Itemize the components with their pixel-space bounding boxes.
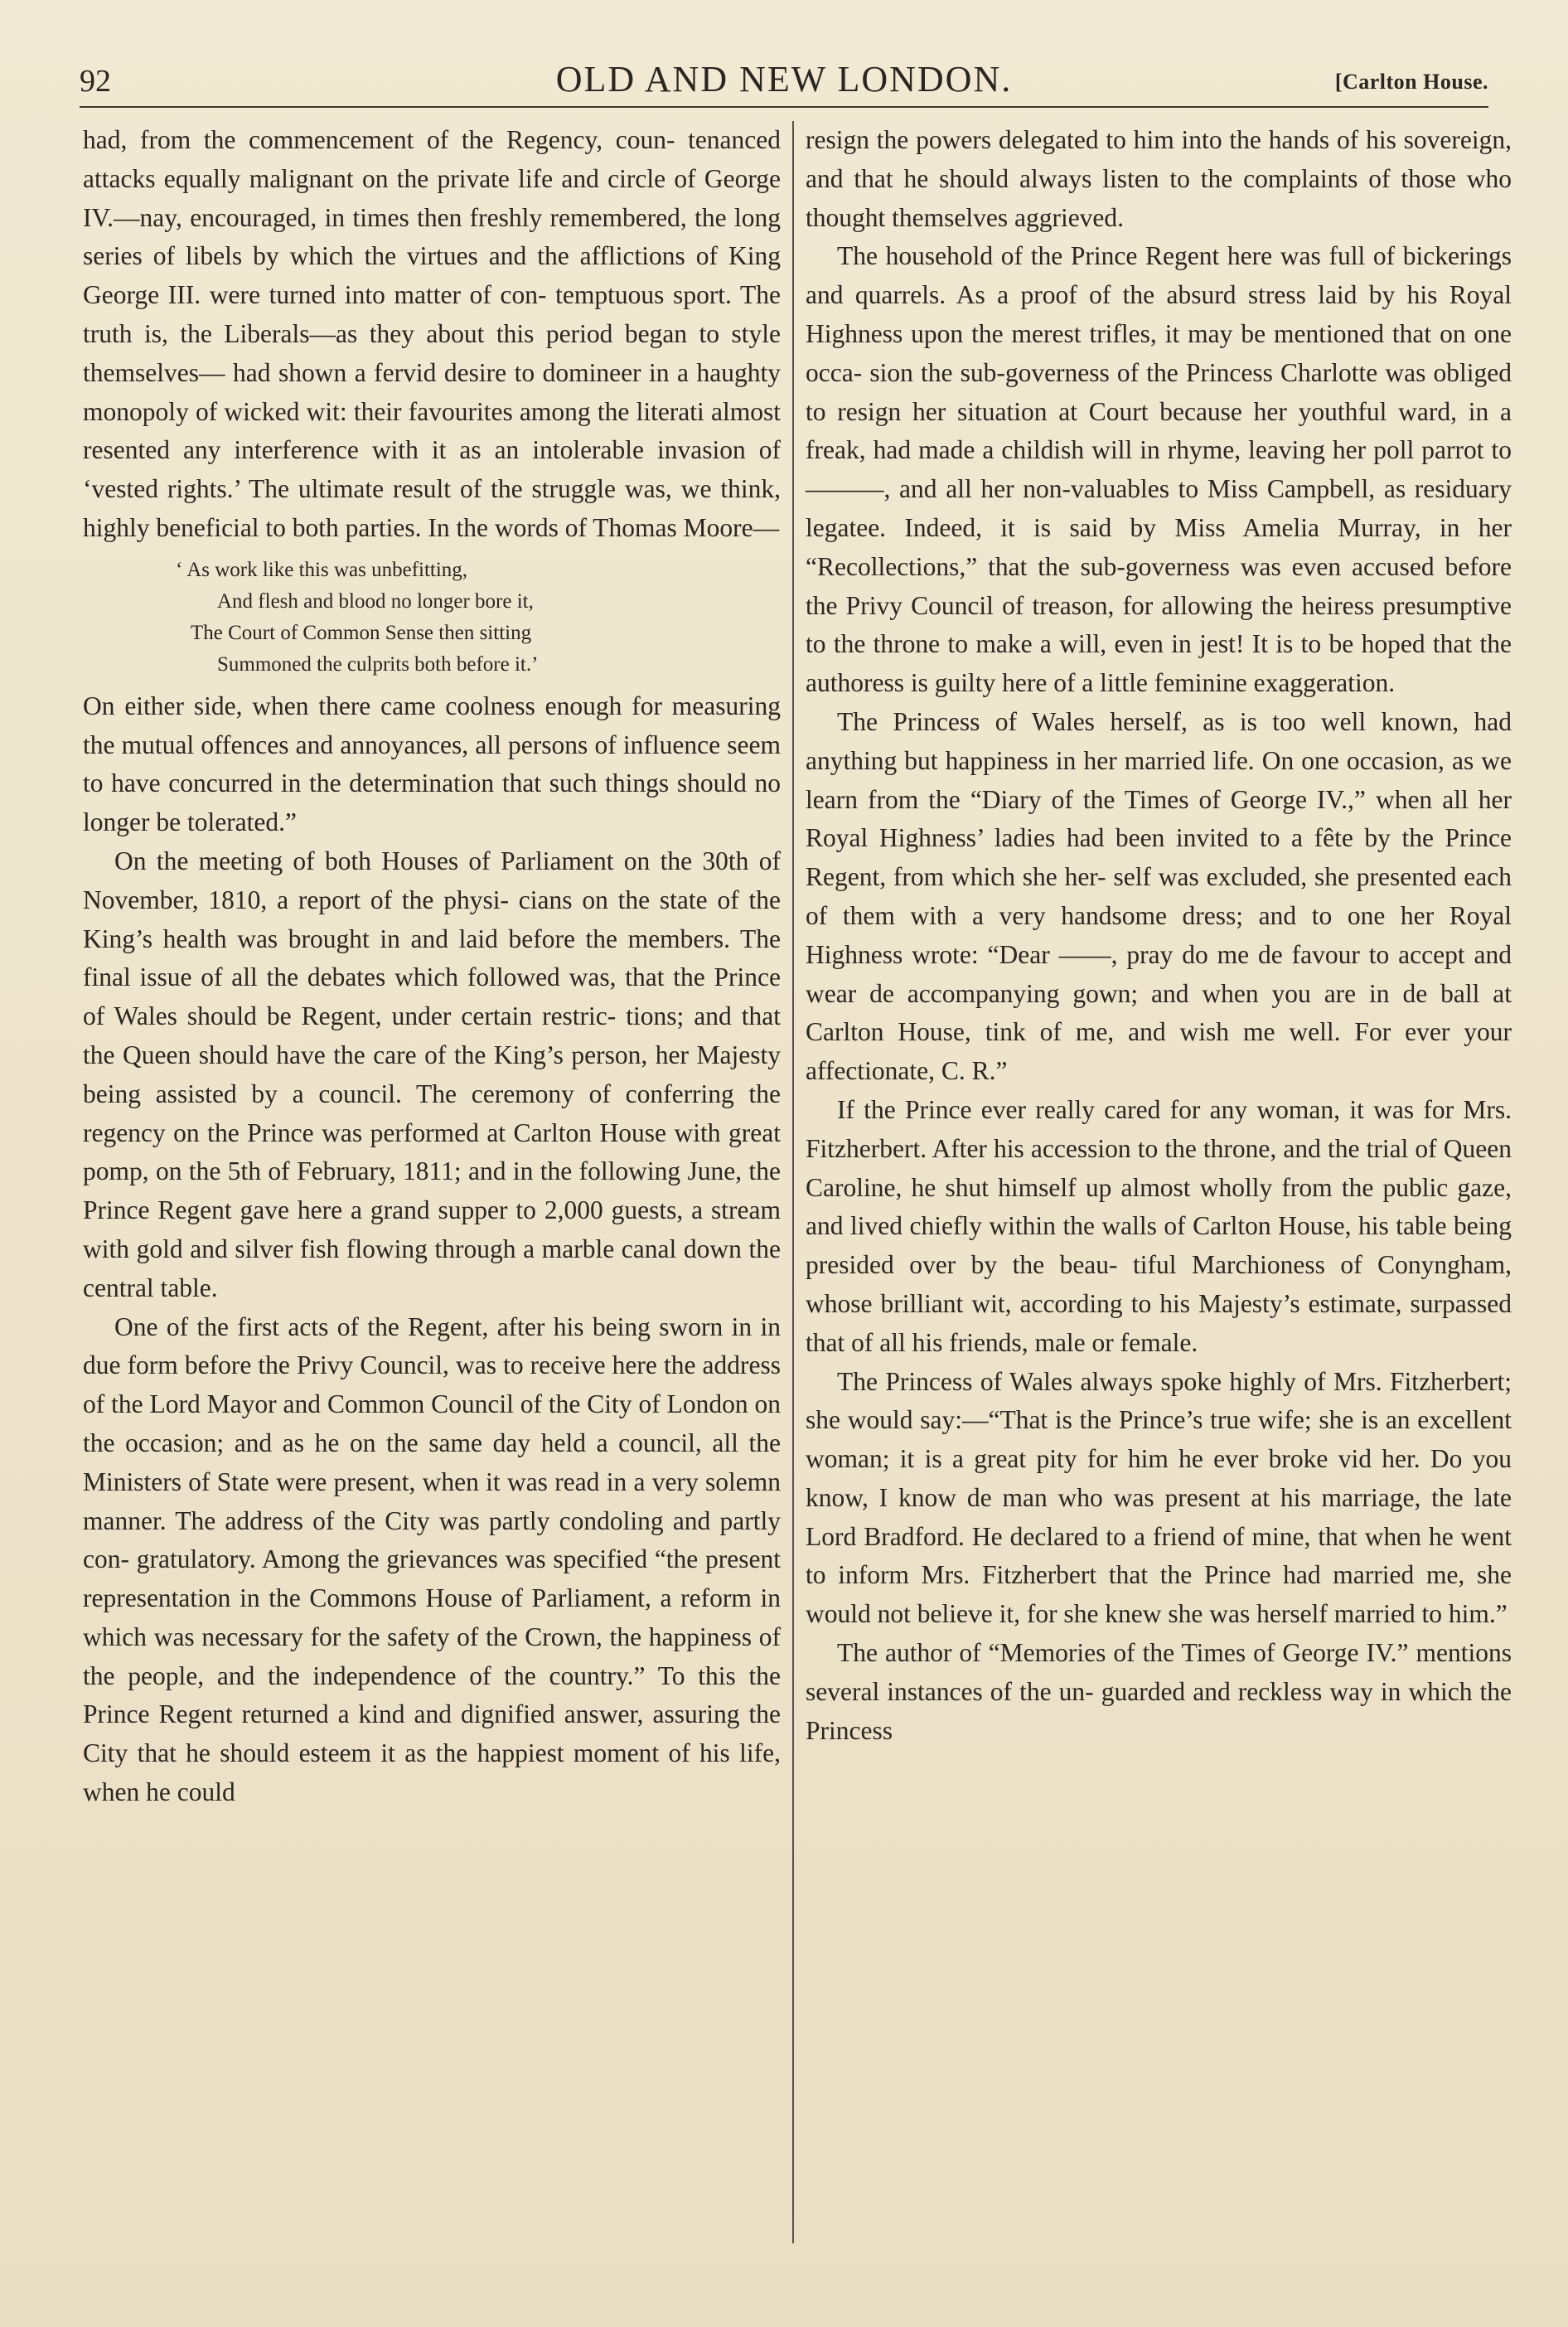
left-column bbox=[83, 121, 781, 1812]
page-header bbox=[80, 51, 1488, 104]
paragraph: The Princess of Wales always spoke highly of Mrs. Fitzherbert; she would say:—“That is the Prince’s true wife; she is an excellent woman; it is a great pity for him he ever broke vid her. Do you know, I know de man who was present at his marriage, the late Lord Bradford. He declared to a friend of mine, that when he went to inform Mrs. Fitzherbert that the Prince had married me, she would not believe it, for she knew she was herself married to him.” bbox=[806, 1366, 1512, 1629]
paragraph: On the meeting of both Houses of Parliament on the 30th of November, 1810, a report of the physi- cians on the state of the King’s health was brought in and laid before the members. The final issue of all the debates which followed was, that the Prince of Wales should be Regent, under certain restric- tions; and that the Queen should have the care of the King’s person, her Majesty being assisted by a council. The ceremony of conferring the regency on the Prince was performed at Carlton House with great pomp, on the 5th of February, 1811; and in the following June, the Prince Regent gave here a grand supper to 2,000 guests, a stream with gold and silver fish flowing through a marble canal down the central table. bbox=[83, 846, 781, 1302]
verse-quote bbox=[83, 555, 781, 681]
running-title: OLD AND NEW LONDON. bbox=[555, 59, 1013, 99]
column-divider bbox=[792, 121, 794, 2243]
paragraph: resign the powers delegated to him into the hands of his sovereign, and that he should always listen to the complaints of those who thought themselves aggrieved. bbox=[806, 125, 1512, 232]
verse-line: The Court of Common Sense then sitting bbox=[191, 621, 532, 644]
paragraph: If the Prince ever really cared for any woman, it was for Mrs. Fitzherbert. After his accession to the throne, and the trial of Queen Caroline, he shut himself up almost wholly from the public gaze, and lived chiefly within the walls of Carlton House, his table being presided over by the beau- tiful Marchioness of Conyngham, whose brilliant wit, according to his Majesty’s estimate, surpassed that of all his friends, male or female. bbox=[806, 1094, 1512, 1357]
paragraph: had, from the commencement of the Regency, coun- tenanced attacks equally malignant on the private life and circle of George IV.—nay, encouraged, in times then freshly remembered, the long series of libels by which the virtues and the afflictions of King George III. were turned into matter of con- temptuous sport. The truth is, the Liberals—as they about this period began to style themselves— had shown a fervid desire to domineer in a haughty monopoly of wicked wit: their favourites among the literati almost resented any interference with it as an intolerable invasion of ‘vested rights.’ The ultimate result of the struggle was, we think, highly beneficial to both parties. In the words of Thomas Moore— bbox=[83, 125, 781, 542]
verse-line: Summoned the culprits both before it.’ bbox=[217, 652, 539, 676]
verse-line: And flesh and blood no longer bore it, bbox=[217, 589, 534, 613]
paragraph: The household of the Prince Regent here was full of bickerings and quarrels. As a proof of the absurd stress laid by his Royal Highness upon the merest trifles, it may be mentioned that on one occa- sion the sub-governess of the Princess Charlotte was obliged to resign her situation at Court because her youthful ward, in a freak, had made a childish will in rhyme, leaving her poll parrot to ———, and all her non-valuables to Miss Campbell, as residuary legatee. Indeed, it is said by Miss Amelia Murray, in her “Recollections,” that the sub-governess was even accused before the Privy Council of treason, for allowing the heiress presumptive to the throne to make a will, even in jest! It is to be hoped that the authoress is guilty here of a little feminine exaggeration. bbox=[806, 241, 1512, 698]
paragraph: One of the first acts of the Regent, after his being sworn in in due form before the Privy Council, was to receive here the address of the Lord Mayor and Common Council of the City of London on the occasion; and as he on the same day held a council, all the Ministers of State were present, when it was read in a very solemn manner. The address of the City was partly condoling and partly con- gratulatory. Among the grievances was specified “the present representation in the Commons House of Parliament, a reform in which was necessary for the safety of the Crown, the happiness of the people, and the independence of the country.” To this the Prince Regent returned a kind and dignified answer, assuring the City that he should esteem it as the happiest moment of his life, when he could bbox=[83, 1311, 781, 1807]
section-label: [Carlton House. bbox=[1334, 70, 1488, 94]
paragraph: The author of “Memories of the Times of George IV.” mentions several instances of the un- guarded and reckless way in which the Princess bbox=[806, 1638, 1512, 1745]
paragraph: The Princess of Wales herself, as is too well known, had anything but happiness in her married life. On one occasion, as we learn from the “Diary of the Times of George IV.,” when all her Royal Highness’ ladies had been invited to a fête by the Prince Regent, from which she her- self was excluded, she presented each of them with a very handsome dress; and to one her Royal Highness wrote: “Dear ——, pray do me de favour to accept and wear de accompanying gown; and when you are in de ball at Carlton House, tink of me, and wish me well. For ever your affectionate, C. R.” bbox=[806, 706, 1512, 1086]
page-number: 92 bbox=[80, 64, 111, 99]
paragraph: On either side, when there came coolness enough for measuring the mutual offences and annoyances, all persons of influence seem to have concurred in the determination that such things should no longer be tolerated.” bbox=[83, 691, 781, 837]
verse-line: ‘ As work like this was unbefitting, bbox=[176, 558, 468, 581]
header-rule bbox=[80, 106, 1488, 108]
right-column bbox=[806, 121, 1512, 1750]
